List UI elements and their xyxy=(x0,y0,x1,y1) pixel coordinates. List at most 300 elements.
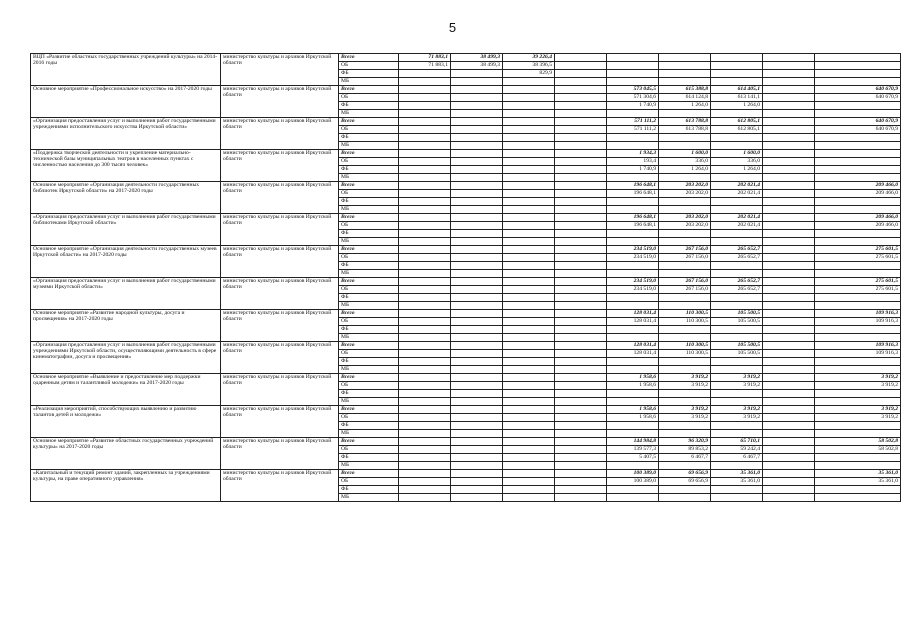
amount-cell xyxy=(503,302,555,310)
amount-cell xyxy=(503,214,555,222)
amount-cell: 139 577,3 xyxy=(607,446,659,454)
amount-cell: 265 652,7 xyxy=(711,278,763,286)
amount-cell xyxy=(763,326,815,334)
amount-cell xyxy=(763,174,815,182)
amount-cell xyxy=(503,278,555,286)
amount-cell xyxy=(815,62,901,70)
amount-cell xyxy=(711,326,763,334)
amount-cell: 196 648,1 xyxy=(607,182,659,190)
amount-cell xyxy=(711,62,763,70)
amount-cell xyxy=(451,342,503,350)
amount-cell xyxy=(399,126,451,134)
amount-cell: 3 919,2 xyxy=(659,374,711,382)
amount-cell xyxy=(607,326,659,334)
amount-cell: 193,4 xyxy=(607,158,659,166)
amount-cell xyxy=(659,326,711,334)
amount-cell xyxy=(451,326,503,334)
amount-cell xyxy=(555,238,607,246)
amount-cell xyxy=(451,294,503,302)
amount-cell: 5 407,5 xyxy=(607,454,659,462)
amount-cell xyxy=(763,286,815,294)
amount-cell xyxy=(399,262,451,270)
amount-cell xyxy=(711,366,763,374)
funding-source-cell: Всего xyxy=(339,406,399,414)
amount-cell xyxy=(763,262,815,270)
activity-name-cell: Основное мероприятие «Развитие областных государственных учреждений культуры» на 2017-2020 годы xyxy=(31,438,221,470)
responsible-cell: министерство культуры и архивов Иркутской области xyxy=(221,342,339,374)
responsible-cell: министерство культуры и архивов Иркутской области xyxy=(221,438,339,470)
amount-cell: 613 788,8 xyxy=(659,118,711,126)
amount-cell: 234 519,0 xyxy=(607,254,659,262)
responsible-cell: министерство культуры и архивов Иркутской области xyxy=(221,150,339,182)
amount-cell: 69 656,9 xyxy=(659,478,711,486)
amount-cell xyxy=(555,406,607,414)
amount-cell xyxy=(451,262,503,270)
amount-cell xyxy=(659,366,711,374)
amount-cell xyxy=(763,334,815,342)
amount-cell: 573 045,5 xyxy=(607,86,659,94)
amount-cell xyxy=(399,286,451,294)
amount-cell xyxy=(711,206,763,214)
amount-cell xyxy=(399,430,451,438)
amount-cell xyxy=(399,342,451,350)
amount-cell xyxy=(815,334,901,342)
amount-cell: 3 919,2 xyxy=(815,382,901,390)
amount-cell: 1 934,3 xyxy=(607,150,659,158)
amount-cell xyxy=(763,310,815,318)
amount-cell xyxy=(659,54,711,62)
amount-cell xyxy=(607,262,659,270)
amount-cell xyxy=(503,254,555,262)
amount-cell xyxy=(555,54,607,62)
responsible-cell: министерство культуры и архивов Иркутской области xyxy=(221,182,339,214)
amount-cell xyxy=(451,318,503,326)
table-row xyxy=(31,246,901,254)
amount-cell xyxy=(503,398,555,406)
amount-cell xyxy=(451,94,503,102)
amount-cell: 234 519,0 xyxy=(607,246,659,254)
funding-source-cell: МБ xyxy=(339,302,399,310)
amount-cell: 1 958,6 xyxy=(607,406,659,414)
funding-source-cell: ОБ xyxy=(339,446,399,454)
funding-source-cell: ОБ xyxy=(339,190,399,198)
amount-cell xyxy=(815,486,901,494)
amount-cell xyxy=(763,278,815,286)
amount-cell xyxy=(503,414,555,422)
amount-cell xyxy=(503,406,555,414)
amount-cell xyxy=(451,494,503,502)
amount-cell xyxy=(503,86,555,94)
funding-source-cell: ОБ xyxy=(339,382,399,390)
amount-cell xyxy=(763,462,815,470)
amount-cell xyxy=(451,454,503,462)
funding-source-cell: ОБ xyxy=(339,350,399,358)
amount-cell xyxy=(763,110,815,118)
amount-cell xyxy=(399,406,451,414)
funding-source-cell: Всего xyxy=(339,54,399,62)
amount-cell xyxy=(659,430,711,438)
amount-cell xyxy=(555,318,607,326)
amount-cell xyxy=(607,142,659,150)
funding-source-cell: МБ xyxy=(339,206,399,214)
amount-cell: 267 156,0 xyxy=(659,246,711,254)
amount-cell xyxy=(451,390,503,398)
funding-source-cell: ФБ xyxy=(339,70,399,78)
amount-cell xyxy=(451,398,503,406)
amount-cell xyxy=(503,134,555,142)
amount-cell xyxy=(503,438,555,446)
amount-cell xyxy=(815,70,901,78)
amount-cell xyxy=(399,478,451,486)
amount-cell: 105 500,5 xyxy=(711,350,763,358)
amount-cell: 640 670,9 xyxy=(815,126,901,134)
amount-cell xyxy=(451,334,503,342)
funding-source-cell: ФБ xyxy=(339,326,399,334)
amount-cell xyxy=(451,478,503,486)
amount-cell: 275 601,5 xyxy=(815,254,901,262)
amount-cell: 1 264,0 xyxy=(659,102,711,110)
amount-cell xyxy=(399,182,451,190)
amount-cell xyxy=(763,390,815,398)
amount-cell xyxy=(607,422,659,430)
amount-cell: 100 389,0 xyxy=(607,478,659,486)
amount-cell xyxy=(555,454,607,462)
responsible-cell: министерство культуры и архивов Иркутской области xyxy=(221,118,339,150)
funding-source-cell: ФБ xyxy=(339,454,399,462)
amount-cell xyxy=(399,158,451,166)
amount-cell: 3 919,2 xyxy=(815,414,901,422)
amount-cell xyxy=(503,366,555,374)
amount-cell: 267 156,0 xyxy=(659,254,711,262)
amount-cell xyxy=(607,110,659,118)
amount-cell xyxy=(711,134,763,142)
amount-cell xyxy=(763,494,815,502)
funding-source-cell: МБ xyxy=(339,110,399,118)
table-row xyxy=(31,86,901,94)
amount-cell: 35 361,0 xyxy=(711,478,763,486)
amount-cell xyxy=(607,334,659,342)
amount-cell xyxy=(763,470,815,478)
amount-cell xyxy=(555,310,607,318)
activity-name-cell: Основное мероприятие «Профессиональное искусство» на 2017-2020 годы xyxy=(31,86,221,118)
amount-cell xyxy=(451,134,503,142)
amount-cell xyxy=(555,206,607,214)
amount-cell: 1 958,6 xyxy=(607,374,659,382)
funding-source-cell: ОБ xyxy=(339,478,399,486)
amount-cell xyxy=(451,142,503,150)
amount-cell xyxy=(555,110,607,118)
amount-cell xyxy=(399,246,451,254)
amount-cell xyxy=(763,398,815,406)
amount-cell: 203 202,0 xyxy=(659,214,711,222)
amount-cell: 3 919,2 xyxy=(659,382,711,390)
amount-cell xyxy=(555,326,607,334)
funding-source-cell: ОБ xyxy=(339,318,399,326)
amount-cell xyxy=(555,350,607,358)
amount-cell xyxy=(815,142,901,150)
amount-cell: 1 740,9 xyxy=(607,102,659,110)
amount-cell xyxy=(555,182,607,190)
responsible-cell: министерство культуры и архивов Иркутской области xyxy=(221,54,339,86)
funding-source-cell: ФБ xyxy=(339,134,399,142)
funding-source-cell: ФБ xyxy=(339,358,399,366)
amount-cell xyxy=(503,390,555,398)
funding-source-cell: МБ xyxy=(339,494,399,502)
amount-cell xyxy=(503,374,555,382)
amount-cell xyxy=(659,302,711,310)
amount-cell xyxy=(763,78,815,86)
amount-cell: 38 499,3 xyxy=(451,62,503,70)
amount-cell xyxy=(763,374,815,382)
amount-cell xyxy=(711,238,763,246)
amount-cell xyxy=(815,398,901,406)
amount-cell xyxy=(451,110,503,118)
amount-cell xyxy=(659,206,711,214)
amount-cell: 571 111,2 xyxy=(607,118,659,126)
amount-cell xyxy=(451,206,503,214)
amount-cell xyxy=(503,118,555,126)
amount-cell xyxy=(503,422,555,430)
amount-cell xyxy=(399,254,451,262)
amount-cell xyxy=(503,206,555,214)
amount-cell xyxy=(451,102,503,110)
activity-name-cell: «Капитальный и текущий ремонт зданий, закрепленных за учреждениями культуры, на праве оперативного управления» xyxy=(31,470,221,502)
amount-cell xyxy=(503,198,555,206)
amount-cell: 640 670,9 xyxy=(815,86,901,94)
amount-cell xyxy=(503,326,555,334)
amount-cell xyxy=(815,230,901,238)
amount-cell xyxy=(451,238,503,246)
amount-cell xyxy=(659,462,711,470)
amount-cell xyxy=(503,382,555,390)
amount-cell xyxy=(399,214,451,222)
amount-cell xyxy=(763,382,815,390)
amount-cell xyxy=(555,190,607,198)
amount-cell xyxy=(399,302,451,310)
amount-cell: 109 916,3 xyxy=(815,342,901,350)
amount-cell: 144 984,8 xyxy=(607,438,659,446)
amount-cell: 3 919,2 xyxy=(711,382,763,390)
amount-cell xyxy=(815,326,901,334)
amount-cell xyxy=(555,486,607,494)
amount-cell xyxy=(815,358,901,366)
amount-cell xyxy=(451,286,503,294)
amount-cell xyxy=(763,102,815,110)
amount-cell xyxy=(503,166,555,174)
table-row xyxy=(31,182,901,190)
amount-cell xyxy=(815,150,901,158)
amount-cell xyxy=(451,174,503,182)
amount-cell xyxy=(451,406,503,414)
amount-cell: 202 021,4 xyxy=(711,182,763,190)
funding-source-cell: Всего xyxy=(339,374,399,382)
amount-cell: 110 300,5 xyxy=(659,318,711,326)
amount-cell: 71 883,1 xyxy=(399,54,451,62)
amount-cell: 203 202,0 xyxy=(659,182,711,190)
amount-cell: 1 264,0 xyxy=(659,166,711,174)
amount-cell: 571 304,6 xyxy=(607,94,659,102)
amount-cell xyxy=(763,422,815,430)
amount-cell: 640 670,9 xyxy=(815,94,901,102)
amount-cell xyxy=(503,126,555,134)
amount-cell xyxy=(763,142,815,150)
amount-cell xyxy=(711,78,763,86)
funding-source-cell: ФБ xyxy=(339,230,399,238)
table-row xyxy=(31,150,901,158)
amount-cell xyxy=(555,102,607,110)
amount-cell xyxy=(659,110,711,118)
amount-cell xyxy=(763,222,815,230)
amount-cell xyxy=(815,102,901,110)
amount-cell xyxy=(503,294,555,302)
amount-cell xyxy=(815,238,901,246)
amount-cell xyxy=(451,470,503,478)
page-number: 5 xyxy=(448,20,457,35)
amount-cell xyxy=(659,358,711,366)
amount-cell xyxy=(451,382,503,390)
activity-name-cell: «Организация предоставления услуг и выполнения работ государственными музеями Иркутской области» xyxy=(31,278,221,310)
amount-cell: 1 958,6 xyxy=(607,382,659,390)
amount-cell xyxy=(607,198,659,206)
funding-source-cell: МБ xyxy=(339,238,399,246)
amount-cell xyxy=(451,350,503,358)
funding-source-cell: ФБ xyxy=(339,102,399,110)
amount-cell xyxy=(711,334,763,342)
amount-cell xyxy=(451,230,503,238)
amount-cell: 209 466,0 xyxy=(815,182,901,190)
amount-cell: 35 361,0 xyxy=(711,470,763,478)
amount-cell xyxy=(711,462,763,470)
amount-cell xyxy=(711,262,763,270)
amount-cell: 209 466,0 xyxy=(815,222,901,230)
amount-cell xyxy=(711,494,763,502)
amount-cell xyxy=(555,94,607,102)
amount-cell xyxy=(555,422,607,430)
funding-source-cell: Всего xyxy=(339,182,399,190)
amount-cell xyxy=(607,238,659,246)
funding-source-cell: МБ xyxy=(339,142,399,150)
amount-cell: 1 264,0 xyxy=(711,102,763,110)
amount-cell xyxy=(503,486,555,494)
amount-cell xyxy=(555,62,607,70)
amount-cell xyxy=(815,110,901,118)
funding-source-cell: ОБ xyxy=(339,62,399,70)
amount-cell xyxy=(503,310,555,318)
amount-cell xyxy=(503,478,555,486)
amount-cell: 336,0 xyxy=(659,158,711,166)
amount-cell xyxy=(607,486,659,494)
amount-cell xyxy=(815,174,901,182)
amount-cell: 234 519,0 xyxy=(607,278,659,286)
amount-cell xyxy=(503,190,555,198)
amount-cell xyxy=(555,462,607,470)
amount-cell xyxy=(711,430,763,438)
amount-cell: 615 388,8 xyxy=(659,86,711,94)
amount-cell xyxy=(555,246,607,254)
amount-cell xyxy=(451,462,503,470)
amount-cell xyxy=(555,494,607,502)
amount-cell xyxy=(659,398,711,406)
amount-cell: 128 031,4 xyxy=(607,350,659,358)
amount-cell xyxy=(659,78,711,86)
amount-cell xyxy=(555,438,607,446)
amount-cell: 1 600,0 xyxy=(659,150,711,158)
amount-cell xyxy=(451,70,503,78)
amount-cell xyxy=(763,166,815,174)
amount-cell: 829,9 xyxy=(503,70,555,78)
activity-name-cell: «Организация предоставления услуг и выполнения работ государственными учреждениями исполнительского искусства Иркутской области» xyxy=(31,118,221,150)
amount-cell xyxy=(555,374,607,382)
amount-cell: 203 202,0 xyxy=(659,222,711,230)
amount-cell: 196 648,1 xyxy=(607,214,659,222)
amount-cell xyxy=(763,414,815,422)
amount-cell xyxy=(399,374,451,382)
amount-cell: 1 264,0 xyxy=(711,166,763,174)
amount-cell xyxy=(659,422,711,430)
amount-cell xyxy=(659,134,711,142)
amount-cell: 3 919,2 xyxy=(815,406,901,414)
amount-cell xyxy=(763,118,815,126)
responsible-cell: министерство культуры и архивов Иркутской области xyxy=(221,406,339,438)
amount-cell xyxy=(503,270,555,278)
amount-cell: 58 502,8 xyxy=(815,446,901,454)
amount-cell: 105 500,5 xyxy=(711,342,763,350)
funding-source-cell: ФБ xyxy=(339,198,399,206)
amount-cell xyxy=(451,254,503,262)
amount-cell xyxy=(451,158,503,166)
amount-cell xyxy=(503,462,555,470)
amount-cell xyxy=(451,374,503,382)
amount-cell: 3 919,2 xyxy=(711,414,763,422)
amount-cell xyxy=(711,486,763,494)
amount-cell: 1 600,0 xyxy=(711,150,763,158)
amount-cell xyxy=(503,494,555,502)
funding-source-cell: МБ xyxy=(339,430,399,438)
funding-source-cell: ФБ xyxy=(339,294,399,302)
amount-cell xyxy=(659,294,711,302)
funding-source-cell: ФБ xyxy=(339,422,399,430)
amount-cell xyxy=(711,302,763,310)
amount-cell xyxy=(607,294,659,302)
amount-cell: 275 601,5 xyxy=(815,246,901,254)
amount-cell xyxy=(815,454,901,462)
funding-source-cell: Всего xyxy=(339,310,399,318)
amount-cell: 105 500,5 xyxy=(711,318,763,326)
amount-cell xyxy=(399,294,451,302)
amount-cell: 203 202,0 xyxy=(659,190,711,198)
amount-cell xyxy=(763,350,815,358)
amount-cell xyxy=(815,270,901,278)
funding-source-cell: ФБ xyxy=(339,262,399,270)
funding-source-cell: ОБ xyxy=(339,414,399,422)
amount-cell xyxy=(555,150,607,158)
amount-cell: 109 916,3 xyxy=(815,350,901,358)
amount-cell xyxy=(399,270,451,278)
amount-cell xyxy=(659,70,711,78)
amount-cell: 110 300,5 xyxy=(659,350,711,358)
amount-cell xyxy=(659,142,711,150)
funding-source-cell: ОБ xyxy=(339,286,399,294)
amount-cell xyxy=(399,278,451,286)
amount-cell: 65 710,1 xyxy=(711,438,763,446)
amount-cell xyxy=(763,230,815,238)
amount-cell xyxy=(503,158,555,166)
amount-cell xyxy=(763,254,815,262)
table-row xyxy=(31,342,901,350)
amount-cell xyxy=(815,294,901,302)
funding-source-cell: Всего xyxy=(339,118,399,126)
amount-cell: 571 111,2 xyxy=(607,126,659,134)
